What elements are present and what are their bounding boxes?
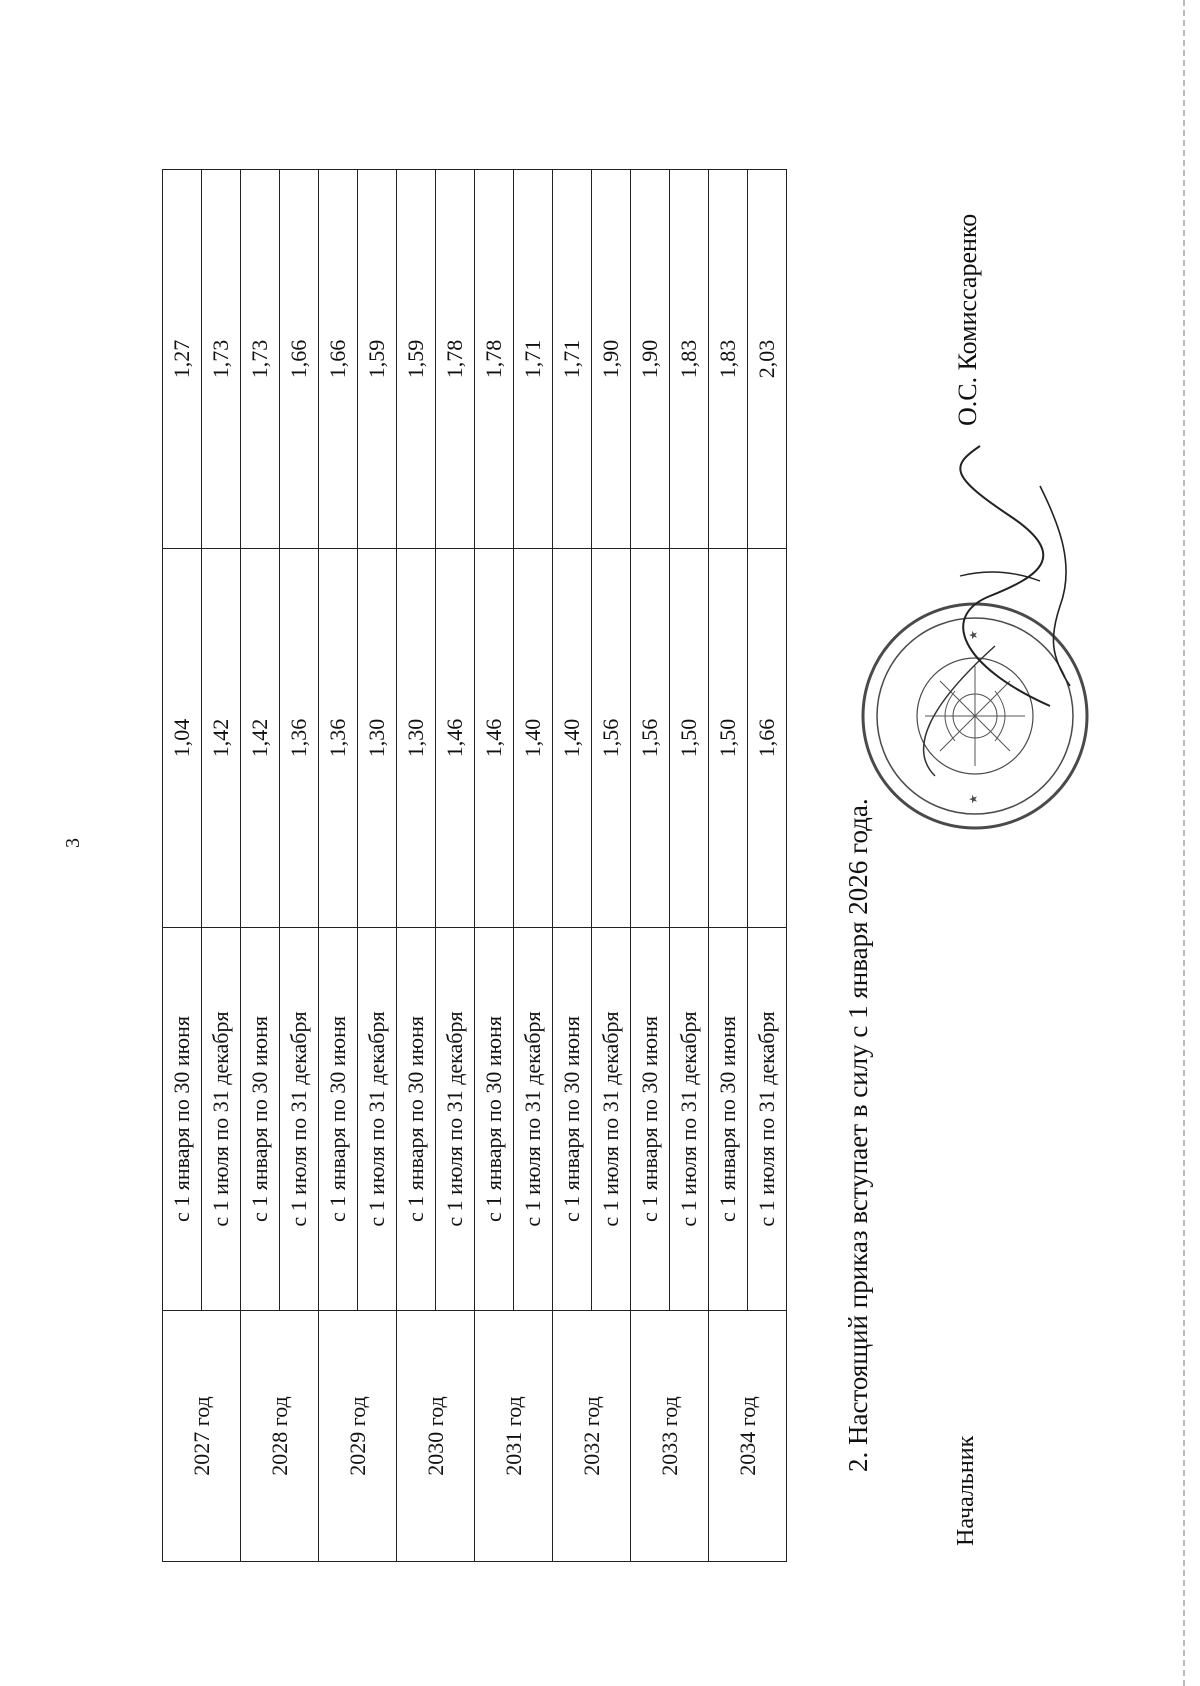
handwritten-signature: [900, 426, 1100, 726]
value-cell-2: 1,71: [553, 170, 592, 549]
value-cell-1: 1,46: [475, 549, 514, 928]
svg-text:★: ★: [967, 630, 980, 640]
value-cell-1: 1,30: [358, 549, 397, 928]
year-cell: 2027 год: [163, 1311, 241, 1562]
value-cell-2: 2,03: [748, 170, 787, 549]
table-row: [631, 170, 670, 1562]
value-cell-2: 1,90: [592, 170, 631, 549]
period-cell: с 1 июля по 31 декабря: [280, 928, 319, 1311]
value-cell-2: 1,27: [163, 170, 202, 549]
value-cell-1: 1,56: [631, 549, 670, 928]
period-cell: с 1 января по 30 июня: [475, 928, 514, 1311]
year-cell: 2032 год: [553, 1311, 631, 1562]
value-cell-2: 1,66: [280, 170, 319, 549]
period-cell: с 1 января по 30 июня: [319, 928, 358, 1311]
signatory-title: Начальник: [953, 1435, 979, 1546]
value-cell-2: 1,90: [631, 170, 670, 549]
value-cell-1: 1,40: [553, 549, 592, 928]
year-cell: 2031 год: [475, 1311, 553, 1562]
clause-text: 2. Настоящий приказ вступает в силу с 1 января 2026 года.: [843, 798, 873, 1472]
value-cell-2: 1,78: [475, 170, 514, 549]
year-cell: 2033 год: [631, 1311, 709, 1562]
table-row: [397, 170, 436, 1562]
period-cell: с 1 января по 30 июня: [709, 928, 748, 1311]
period-cell: с 1 июля по 31 декабря: [436, 928, 475, 1311]
value-cell-1: 1,36: [280, 549, 319, 928]
value-cell-1: 1,30: [397, 549, 436, 928]
value-cell-2: 1,66: [319, 170, 358, 549]
period-cell: с 1 января по 30 июня: [241, 928, 280, 1311]
value-cell-1: 1,56: [592, 549, 631, 928]
year-cell: 2028 год: [241, 1311, 319, 1562]
page-number: 3: [62, 838, 84, 848]
value-cell-1: 1,36: [319, 549, 358, 928]
period-cell: с 1 января по 30 июня: [631, 928, 670, 1311]
value-cell-2: 1,83: [709, 170, 748, 549]
value-cell-1: 1,42: [241, 549, 280, 928]
signatory-name: О.С. Комиссаренко: [953, 213, 982, 426]
table-row: [475, 170, 514, 1562]
value-cell-2: 1,83: [670, 170, 709, 549]
period-cell: с 1 января по 30 июня: [553, 928, 592, 1311]
period-cell: с 1 января по 30 июня: [163, 928, 202, 1311]
period-cell: с 1 июля по 31 декабря: [670, 928, 709, 1311]
value-cell-2: 1,73: [202, 170, 241, 549]
value-cell-1: 1,50: [670, 549, 709, 928]
period-cell: с 1 июля по 31 декабря: [748, 928, 787, 1311]
value-cell-2: 1,71: [514, 170, 553, 549]
table-row: [319, 170, 358, 1562]
value-cell-2: 1,73: [241, 170, 280, 549]
table-row: [709, 170, 748, 1562]
year-cell: 2029 год: [319, 1311, 397, 1562]
value-cell-2: 1,78: [436, 170, 475, 549]
value-cell-2: 1,59: [397, 170, 436, 549]
period-cell: с 1 июля по 31 декабря: [358, 928, 397, 1311]
svg-text:★: ★: [967, 794, 980, 804]
period-cell: с 1 июля по 31 декабря: [514, 928, 553, 1311]
value-cell-1: 1,66: [748, 549, 787, 928]
value-cell-1: 1,46: [436, 549, 475, 928]
value-cell-1: 1,04: [163, 549, 202, 928]
value-cell-1: 1,50: [709, 549, 748, 928]
value-cell-1: 1,42: [202, 549, 241, 928]
table-row: [553, 170, 592, 1562]
value-cell-1: 1,40: [514, 549, 553, 928]
period-cell: с 1 июля по 31 декабря: [202, 928, 241, 1311]
value-cell-2: 1,59: [358, 170, 397, 549]
scan-edge-line: [1183, 0, 1185, 1686]
table-row: [163, 170, 202, 1562]
rates-table: [162, 169, 787, 1562]
period-cell: с 1 июля по 31 декабря: [592, 928, 631, 1311]
period-cell: с 1 января по 30 июня: [397, 928, 436, 1311]
year-cell: 2034 год: [709, 1311, 787, 1562]
year-cell: 2030 год: [397, 1311, 475, 1562]
table-row: [241, 170, 280, 1562]
